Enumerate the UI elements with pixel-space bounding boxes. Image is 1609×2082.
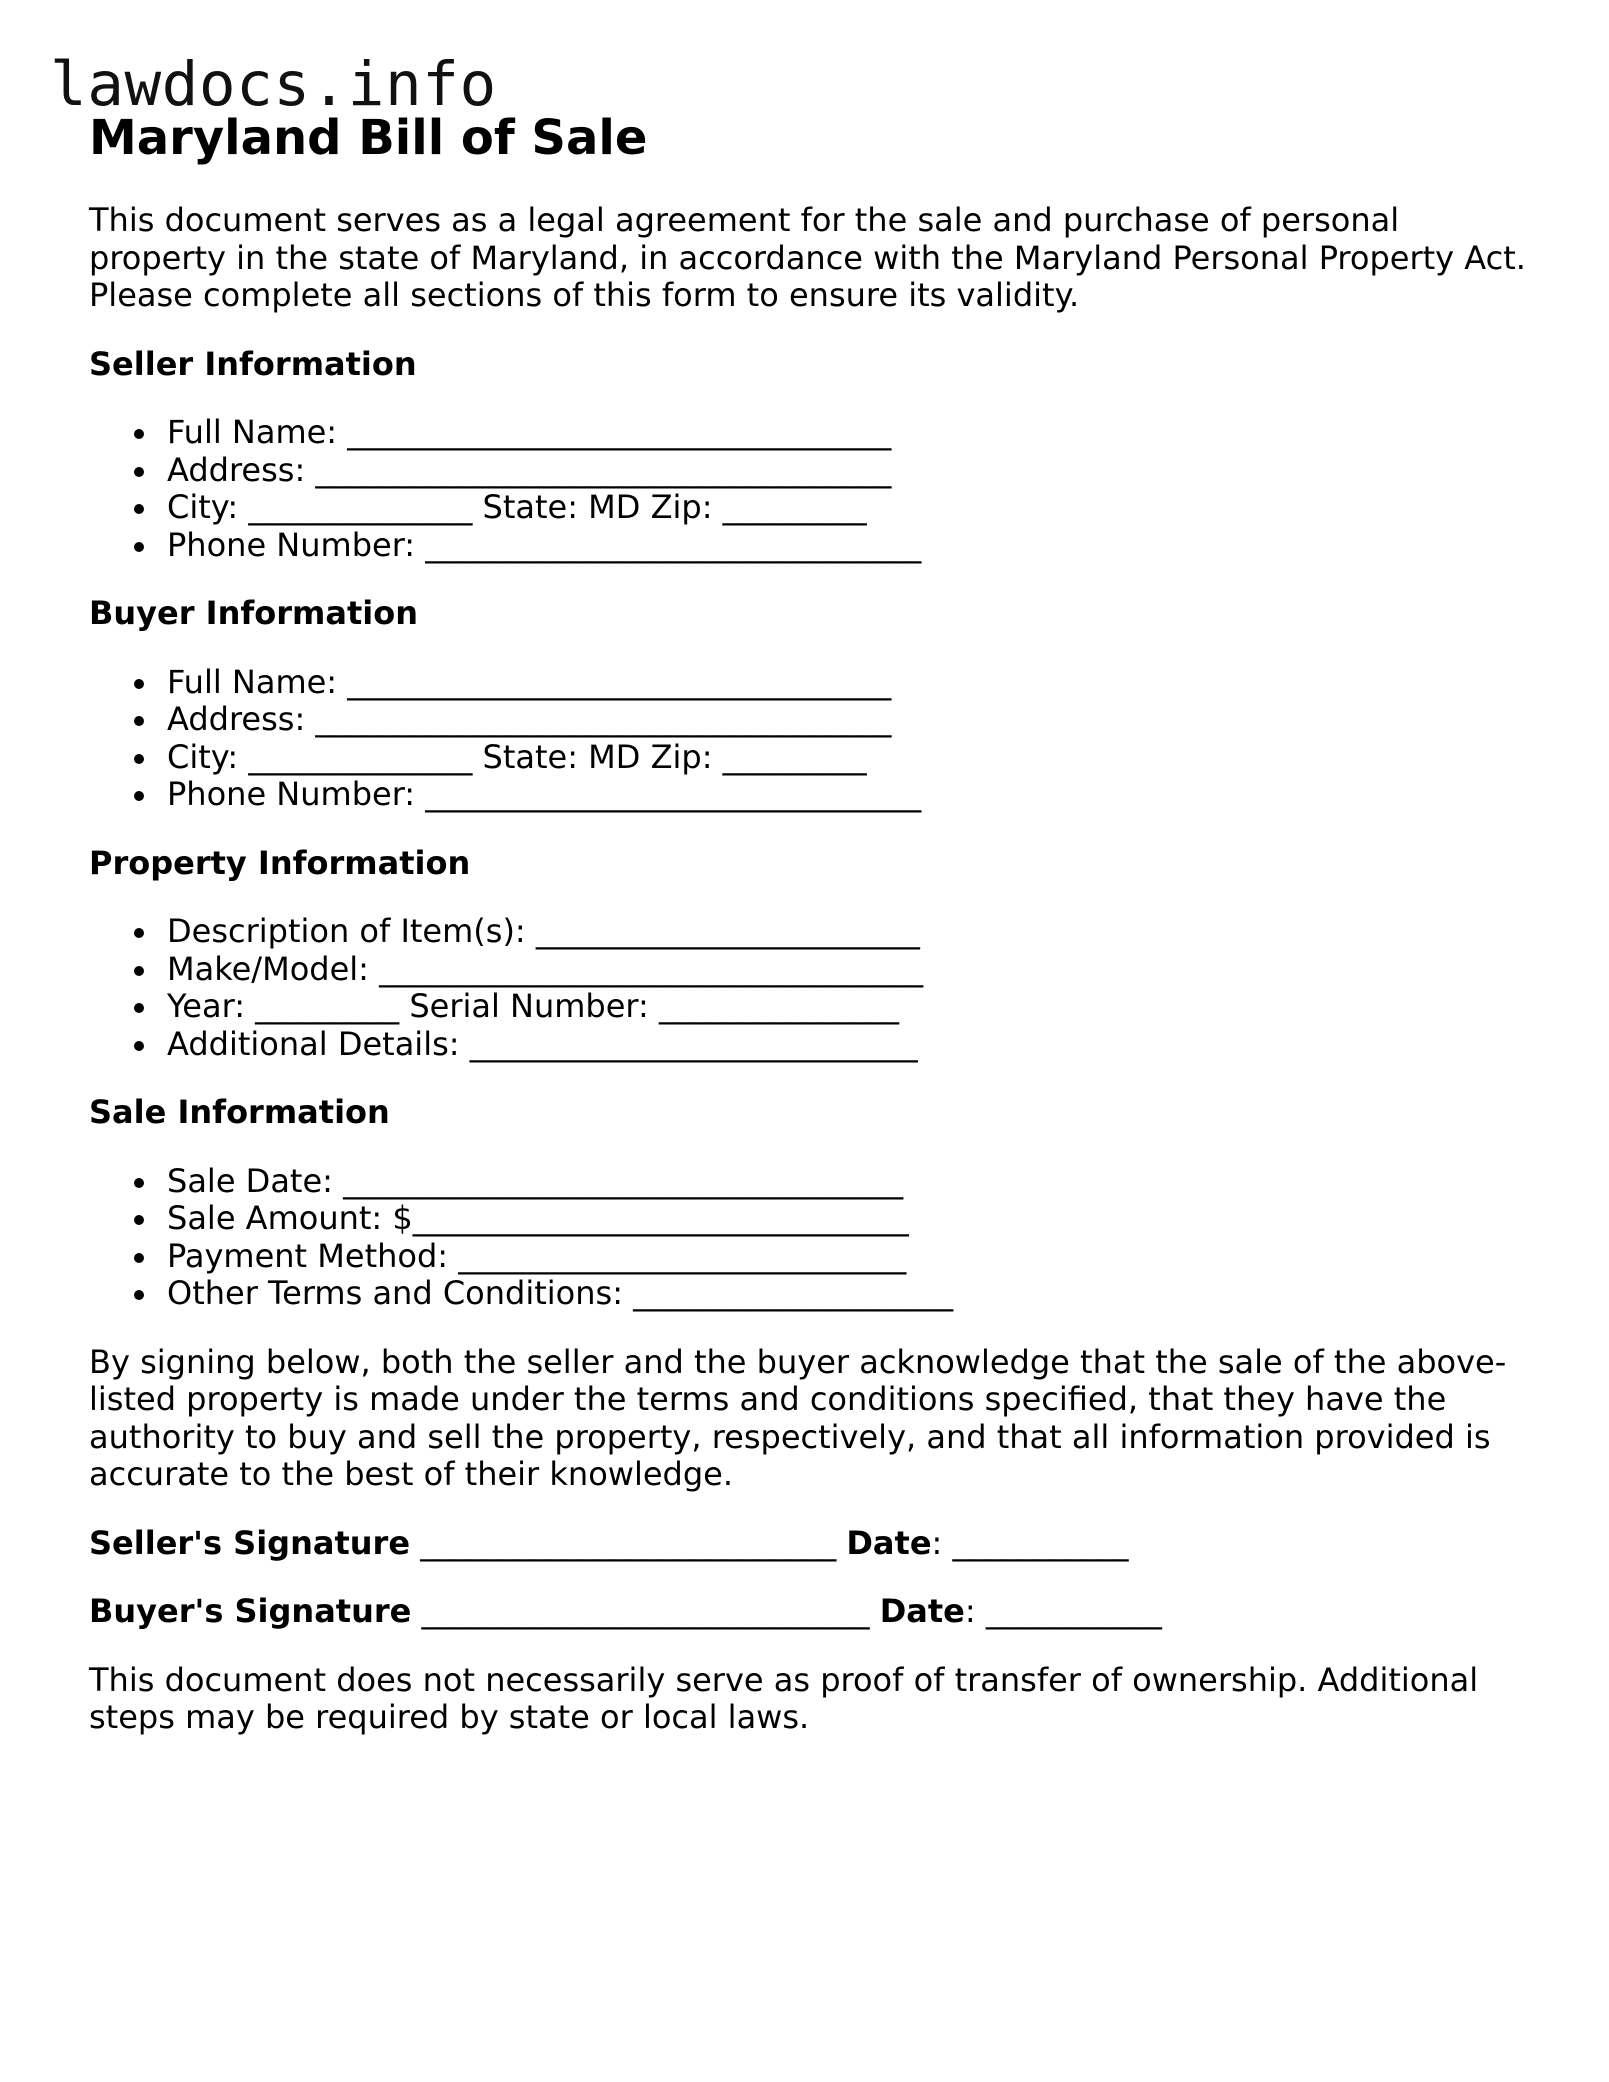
buyer-city-state-zip-field[interactable]: City: ______________ State: MD Zip: _________ xyxy=(89,739,1529,777)
seller-field-list xyxy=(89,414,1529,564)
seller-address-field[interactable]: Address: ____________________________________ xyxy=(89,452,1529,490)
seller-date-label: Date xyxy=(846,1523,932,1562)
seller-date-line[interactable]: : ___________ xyxy=(931,1523,1129,1562)
additional-details-field[interactable]: Additional Details: ____________________________ xyxy=(89,1026,1529,1064)
seller-full-name-field[interactable]: Full Name: __________________________________ xyxy=(89,414,1529,452)
buyer-date-line[interactable]: : ___________ xyxy=(964,1592,1162,1630)
sale-section-heading: Sale Information xyxy=(89,1093,390,1131)
site-watermark: lawdocs.info xyxy=(50,49,497,120)
acknowledgment-paragraph: By signing below, both the seller and the buyer acknowledge that the sale of the above- listed property is made under the terms and conditions specified, that they have the authority to buy and sell the property, respectively, and that all information provided is accurate to the best of their knowledge. xyxy=(89,1342,1507,1493)
buyer-section-heading: Buyer Information xyxy=(89,594,418,632)
sale-date-field[interactable]: Sale Date: ___________________________________ xyxy=(89,1163,1529,1201)
year-serial-field[interactable]: Year: _________ Serial Number: _______________ xyxy=(89,988,1529,1026)
make-model-field[interactable]: Make/Model: __________________________________ xyxy=(89,951,1529,989)
buyer-full-name-field[interactable]: Full Name: __________________________________ xyxy=(89,664,1529,702)
seller-city-state-zip-field[interactable]: City: ______________ State: MD Zip: _________ xyxy=(89,489,1529,527)
buyer-date-label: Date xyxy=(879,1592,965,1630)
buyer-phone-field[interactable]: Phone Number: _______________________________ xyxy=(89,776,1529,814)
buyer-field-list xyxy=(89,664,1529,814)
seller-phone-field[interactable]: Phone Number: _______________________________ xyxy=(89,527,1529,565)
page-title: Maryland Bill of Sale xyxy=(89,110,648,166)
seller-section-heading: Seller Information xyxy=(89,344,417,383)
intro-paragraph: This document serves as a legal agreement for the sale and purchase of personal property in the state of Maryland, in accordance with the Maryland Personal Property Act. Please complete all sections of this form to ensure its validity. xyxy=(89,201,1526,314)
buyer-signature-label: Buyer's Signature xyxy=(89,1592,412,1630)
sale-amount-field[interactable]: Sale Amount: $_______________________________ xyxy=(89,1200,1529,1238)
bill-of-sale-document xyxy=(89,110,1529,1737)
seller-signature-label: Seller's Signature xyxy=(89,1523,411,1562)
property-field-list xyxy=(89,913,1529,1063)
buyer-signature-row xyxy=(89,1593,1529,1631)
property-section-heading: Property Information xyxy=(89,843,471,882)
buyer-signature-line[interactable]: ____________________________ xyxy=(411,1592,880,1630)
item-description-field[interactable]: Description of Item(s): ________________________ xyxy=(89,913,1529,951)
seller-signature-row xyxy=(89,1525,1529,1563)
closing-note: This document does not necessarily serve as proof of transfer of ownership. Additional steps may be required by state or local laws. xyxy=(89,1660,1479,1736)
other-terms-field[interactable]: Other Terms and Conditions: ____________________ xyxy=(89,1275,1529,1313)
buyer-address-field[interactable]: Address: ____________________________________ xyxy=(89,701,1529,739)
sale-field-list xyxy=(89,1163,1529,1313)
payment-method-field[interactable]: Payment Method: ____________________________ xyxy=(89,1238,1529,1276)
seller-signature-line[interactable]: __________________________ xyxy=(410,1523,847,1562)
